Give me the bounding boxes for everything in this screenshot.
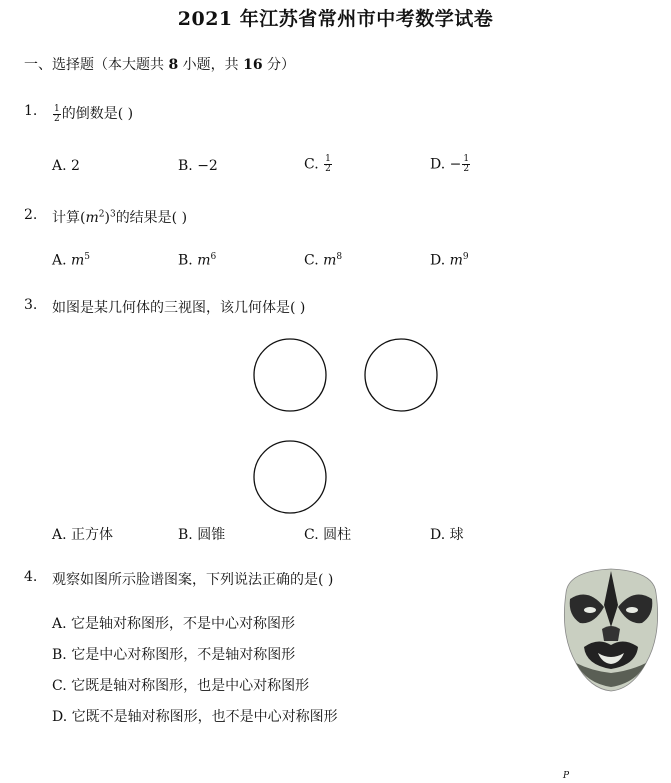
- paren: ): [104, 210, 110, 226]
- option-d[interactable]: [430, 252, 469, 269]
- three-view-figure: [245, 330, 450, 520]
- exponent: 6: [210, 252, 217, 262]
- question-stem: 的倒数是( ): [61, 106, 134, 122]
- question-number: 2.: [24, 207, 38, 223]
- option-value: −2: [197, 158, 218, 174]
- fraction: [53, 105, 61, 124]
- option-b[interactable]: [178, 252, 216, 269]
- option-b[interactable]: B. 圆锥: [178, 527, 226, 543]
- fraction-numerator: 1: [54, 103, 60, 114]
- fraction-denominator: 2: [325, 164, 331, 174]
- question-number: 1.: [24, 103, 38, 119]
- text-pre: 计算(: [52, 210, 86, 226]
- option-d[interactable]: [430, 155, 471, 174]
- section-middle: 小题，共: [178, 57, 244, 73]
- option-a[interactable]: A. 正方体: [52, 527, 114, 543]
- question-text: [52, 103, 133, 124]
- fraction: [462, 155, 470, 174]
- variable: m: [197, 252, 211, 269]
- variable: m: [323, 252, 337, 269]
- section-count: 8: [168, 57, 179, 73]
- option-b[interactable]: [178, 158, 218, 174]
- option-label: A.: [52, 158, 67, 174]
- option-a[interactable]: A. 它是轴对称图形，不是中心对称图形: [52, 616, 296, 632]
- section-points: 16: [243, 57, 263, 73]
- fraction-denominator: 2: [463, 164, 470, 174]
- option-label: D.: [430, 156, 446, 173]
- option-c[interactable]: C. 它既是轴对称图形，也是中心对称图形: [52, 678, 310, 694]
- page-title: 2021 年江苏省常州市中考数学试卷: [177, 8, 494, 30]
- side-view-circle: [365, 339, 437, 411]
- minus-sign: −: [449, 156, 462, 173]
- footer-mark: P: [563, 771, 570, 781]
- option-a[interactable]: [52, 158, 80, 174]
- exponent: 8: [336, 252, 343, 262]
- inner-exponent: 2: [98, 209, 105, 220]
- variable: m: [71, 252, 85, 269]
- option-a[interactable]: [52, 252, 90, 269]
- mask-right-eye: [626, 607, 638, 613]
- option-label: A.: [52, 252, 67, 269]
- section-suffix: 分）: [262, 57, 296, 73]
- question-2: [0, 207, 671, 227]
- question-number: 3.: [24, 297, 38, 313]
- variable: m: [449, 252, 463, 269]
- option-label: B.: [178, 158, 193, 174]
- fraction-numerator: 1: [325, 154, 331, 164]
- option-b[interactable]: B. 它是中心对称图形，不是轴对称图形: [52, 647, 296, 663]
- question-number: 4.: [24, 569, 38, 585]
- question-stem: 的结果是( ): [115, 210, 188, 226]
- option-label: D.: [430, 252, 446, 269]
- option-label: B.: [178, 252, 193, 269]
- fraction-denominator: 2: [54, 113, 60, 124]
- fraction: [324, 155, 332, 174]
- section-heading: [24, 54, 295, 74]
- fraction-numerator: 1: [463, 154, 470, 164]
- option-label: C.: [304, 156, 319, 173]
- option-c[interactable]: [304, 252, 342, 269]
- variable: m: [85, 210, 99, 226]
- top-view-circle: [254, 441, 326, 513]
- mask-left-eye: [584, 607, 596, 613]
- section-prefix: 一、选择题（本大题共: [24, 57, 169, 73]
- mask-nose: [602, 626, 620, 641]
- option-c[interactable]: C. 圆柱: [304, 527, 352, 543]
- exponent: 9: [462, 252, 469, 262]
- outer-exponent: 3: [109, 209, 116, 220]
- question-text: [52, 207, 187, 227]
- option-c[interactable]: [304, 155, 333, 174]
- question-stem: 观察如图所示脸谱图案，下列说法正确的是( ): [52, 572, 334, 588]
- question-1: [0, 103, 671, 123]
- option-label: C.: [304, 252, 319, 269]
- question-4: [0, 569, 560, 589]
- opera-mask-figure: [558, 565, 664, 695]
- question-stem: 如图是某几何体的三视图，该几何体是( ): [52, 300, 306, 316]
- front-view-circle: [254, 339, 326, 411]
- option-d[interactable]: D. 球: [430, 527, 464, 543]
- question-3: [0, 297, 671, 317]
- option-d[interactable]: D. 它既不是轴对称图形，也不是中心对称图形: [52, 709, 338, 725]
- exponent: 5: [84, 252, 91, 262]
- option-value: 2: [71, 158, 80, 174]
